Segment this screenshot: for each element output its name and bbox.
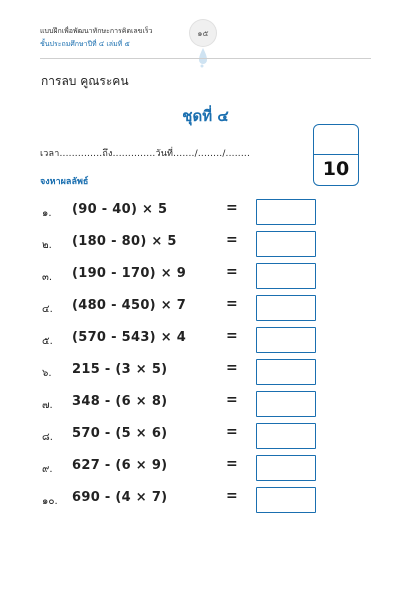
exercise-expression: 627 - (6 × 9) — [72, 458, 168, 473]
exercise-row — [0, 295, 411, 323]
exercise-number: ๑. — [42, 208, 52, 219]
equals-sign: = — [226, 264, 238, 280]
exercise-expression: (480 - 450) × 7 — [72, 298, 187, 313]
topic-title: การลบ คูณระคน — [41, 74, 129, 88]
answer-box[interactable] — [256, 231, 316, 257]
answer-box[interactable] — [256, 327, 316, 353]
equals-sign: = — [226, 360, 238, 376]
equals-sign: = — [226, 200, 238, 216]
exercise-expression: (90 - 40) × 5 — [72, 202, 168, 217]
exercise-expression: (190 - 170) × 9 — [72, 266, 187, 281]
exercise-number: ๔. — [42, 304, 53, 315]
time-date-line: เวลา..............ถึง..............วันที่......./......../........ — [40, 149, 251, 159]
page-number-badge — [190, 20, 216, 46]
equals-sign: = — [226, 424, 238, 440]
exercise-row — [0, 199, 411, 227]
exercise-expression: 690 - (4 × 7) — [72, 490, 168, 505]
header-subtitle: ชั้นประถมศึกษาปีที่ ๔ เล่มที่ ๕ — [40, 40, 130, 48]
answer-box[interactable] — [256, 423, 316, 449]
exercise-number: ๗. — [42, 400, 53, 411]
score-total: 10 — [322, 158, 350, 180]
exercise-number: ๖. — [42, 368, 52, 379]
score-box[interactable] — [313, 124, 359, 186]
exercise-row — [0, 455, 411, 483]
answer-box[interactable] — [256, 487, 316, 513]
instruction: จงหาผลลัพธ์ — [40, 177, 89, 187]
answer-box[interactable] — [256, 263, 316, 289]
exercise-expression: (570 - 543) × 4 — [72, 330, 187, 345]
equals-sign: = — [226, 488, 238, 504]
exercise-expression: 570 - (5 × 6) — [72, 426, 168, 441]
exercise-expression: 348 - (6 × 8) — [72, 394, 168, 409]
exercise-number: ๑๐. — [42, 496, 58, 507]
page-number: ๑๕ — [197, 29, 209, 38]
equals-sign: = — [226, 232, 238, 248]
answer-box[interactable] — [256, 455, 316, 481]
droplet-icon — [196, 46, 210, 68]
exercise-number: ๓. — [42, 272, 53, 283]
exercise-number: ๙. — [42, 464, 53, 475]
exercise-row — [0, 487, 411, 515]
exercise-row — [0, 231, 411, 259]
exercise-number: ๘. — [42, 432, 53, 443]
exercise-number: ๕. — [42, 336, 53, 347]
exercise-expression: (180 - 80) × 5 — [72, 234, 177, 249]
equals-sign: = — [226, 328, 238, 344]
answer-box[interactable] — [256, 391, 316, 417]
exercise-expression: 215 - (3 × 5) — [72, 362, 168, 377]
answer-box[interactable] — [256, 199, 316, 225]
equals-sign: = — [226, 392, 238, 408]
exercise-row — [0, 327, 411, 355]
exercise-row — [0, 263, 411, 291]
answer-box[interactable] — [256, 295, 316, 321]
exercise-row — [0, 359, 411, 387]
exercise-number: ๒. — [42, 240, 52, 251]
equals-sign: = — [226, 456, 238, 472]
set-title: ชุดที่ ๔ — [182, 107, 229, 125]
header-title: แบบฝึกเพื่อพัฒนาทักษะการคิดเลขเร็ว — [40, 27, 153, 35]
header-divider — [40, 58, 371, 59]
equals-sign: = — [226, 296, 238, 312]
exercise-row — [0, 423, 411, 451]
exercise-row — [0, 391, 411, 419]
score-input-area[interactable] — [314, 125, 358, 155]
answer-box[interactable] — [256, 359, 316, 385]
